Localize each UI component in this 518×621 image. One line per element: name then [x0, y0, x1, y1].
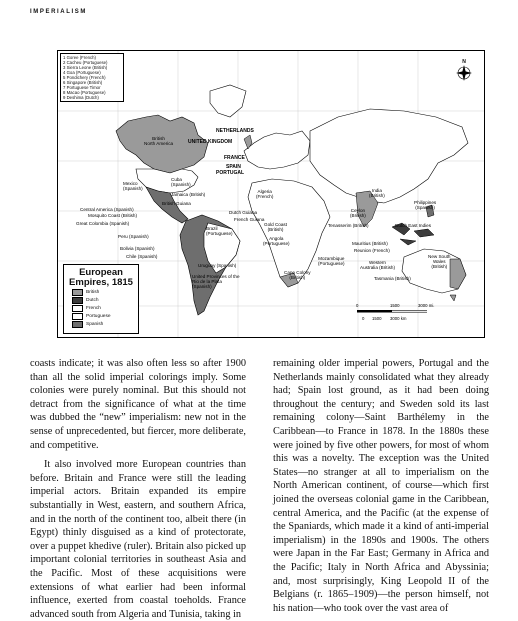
label-portugal: PORTUGAL	[216, 170, 245, 176]
label-jamaica: Jamaica (British)	[171, 192, 206, 197]
compass-letter: N	[462, 59, 466, 65]
label-rio-de-la-plata: United Provinces of the Rio de la Plata (Spanish)	[192, 274, 240, 289]
inset-key-item: 9 Deshima (Dutch)	[63, 95, 99, 100]
paragraph: It also involved more European countries than before. Britain and France were still the leading imperial actors. Britain expanded its empire substantially in West, eastern, and southern Africa, and in the north of the continent too, albeit there (in Egypt) thinly disguised as a kind of protectorate, over a puppet khedive (ruler). Britain also picked up important colonial territories in southeast Asia and the Pacific. Most of these acquisitions were extensions of what earlier had been informal influence, exerted from coastal toeholds. France advanced south from Algeria and Tunisia, taking in	[30, 459, 246, 620]
legend-item	[72, 312, 138, 320]
label-tenasserim: Tenasserim (British)	[328, 223, 369, 228]
compass-icon	[454, 57, 474, 83]
europe-shape	[244, 131, 310, 169]
asia-shape	[310, 109, 468, 203]
inset-key-item: 1 Goree (French)	[63, 55, 96, 60]
label-dutch-east-indies: Dutch East Indies	[395, 223, 432, 228]
label-gold-coast: Gold Coast (British)	[264, 222, 287, 232]
label-peru: Peru (Spanish)	[118, 234, 149, 239]
scale-bottom-1: 1500	[372, 316, 382, 321]
label-algeria: Algeria (French)	[256, 189, 274, 199]
legend-swatch	[72, 297, 83, 304]
label-reunion: Reunion (French)	[354, 248, 390, 253]
text-column-right	[273, 357, 489, 615]
legend-item	[72, 288, 138, 296]
legend-swatch	[72, 305, 83, 312]
greenland-shape	[210, 85, 246, 117]
world-map	[57, 50, 485, 338]
label-mosquito-coast: Mosquito Coast (British)	[88, 213, 138, 218]
label-bolivia: Bolivia (Spanish)	[120, 246, 155, 251]
legend-item	[72, 296, 138, 304]
label-cuba: Cuba (Spanish)	[171, 177, 191, 187]
label-india: India (British)	[369, 188, 385, 198]
label-british-guiana: British Guiana	[162, 201, 191, 206]
scale-top-0: 0	[356, 303, 359, 308]
label-french-guiana: French Guiana	[234, 217, 265, 222]
legend-item	[72, 320, 138, 328]
inset-key-item: 2 Cacheu (Portuguese)	[63, 60, 108, 65]
tasmania-shape	[450, 295, 456, 301]
scale-bar	[356, 301, 446, 325]
label-great-colombia: Great Colombia (Spanish)	[76, 221, 130, 226]
inset-key-item: 8 Macao (Portuguese)	[63, 90, 106, 95]
label-angola: Angola (Portuguese)	[263, 236, 290, 246]
label-tasmania: Tasmania (British)	[374, 276, 411, 281]
label-ceylon: Ceylon (British)	[350, 208, 366, 218]
inset-key-item: 6 Singapore (British)	[63, 80, 103, 85]
label-netherlands: NETHERLANDS	[216, 128, 254, 134]
label-western-australia: Western Australia (British)	[360, 260, 395, 270]
label-new-south-wales: New South Wales (British)	[428, 254, 451, 269]
legend-swatch	[72, 313, 83, 320]
label-chile: Chile (Spanish)	[126, 254, 158, 259]
label-uruguay: Uruguay (Spanish)	[198, 263, 237, 268]
scale-bottom-0: 0	[362, 316, 365, 321]
legend-label: Portuguese	[86, 313, 111, 319]
legend-swatch	[72, 289, 83, 296]
paragraph: coasts indicate; it was also often less so after 1900 than all the solid imperial colorings imply. Some colonies were purely nominal. But this should not detract from the significance of what at the time was dubbed the “new” imperialism: new not in the sense of unprecedented, but fiercer, more deliberate, and competitive.	[30, 358, 246, 451]
legend-label: French	[86, 305, 101, 311]
scale-top-2: 3000 mi.	[418, 303, 435, 308]
inset-key-item: 3 Sierra Leone (British)	[63, 65, 108, 70]
label-philippines: Philippines (Spanish)	[414, 200, 437, 210]
inset-key-item: 7 Portuguese Timor	[63, 85, 101, 90]
legend-label: Spanish	[86, 321, 104, 327]
legend-items	[64, 288, 138, 328]
map-legend	[63, 264, 139, 334]
label-mauritius: Mauritius (British)	[352, 241, 388, 246]
legend-label: British	[86, 289, 100, 295]
inset-key-item: 4 Goa (Portuguese)	[63, 70, 101, 75]
label-spain: SPAIN	[226, 164, 241, 170]
label-dutch-guiana: Dutch Guiana	[229, 210, 258, 215]
legend-swatch	[72, 321, 83, 328]
label-british-north-america: British North America	[144, 136, 174, 146]
label-brazil: Brazil (Portuguese)	[206, 226, 233, 236]
paragraph: remaining older imperial powers, Portugal and the Netherlands mainly consolidated what they already had; Spain lost ground, as it had been doing throughout the century; and Sweden sold its last remaining colony—Saint Barthélemy in the Caribbean—to France in 1878. In the 1880s these were joined by five other powers, for most of whom this was a novelty. The exception was the United States—no stranger at all to imperialism on the North American continent, of course—which first joined the overseas colonial game in the Caribbean, central America, and the Pacific (at the expense of the Spaniards, which made it a kind of anti-imperial imperialism) in the 1890s and 1900s. The others were Japan in the Far East; Germany in Africa and the Pacific; Italy in North Africa and Abyssinia; and, most surprisingly, King Leopold II of the Belgians (r. 1865–1909)—the person himself, not his nation—who took over the vast area of	[273, 358, 489, 614]
scale-bottom-2: 3000 km	[390, 316, 407, 321]
compass-rose	[454, 57, 474, 83]
legend-label: Dutch	[86, 297, 99, 303]
text-column-left	[30, 357, 246, 621]
inset-key	[60, 53, 124, 102]
label-france: FRANCE	[224, 155, 245, 161]
label-mozambique: Mozambique (Portuguese)	[318, 256, 345, 266]
label-cape-colony: Cape Colony (British)	[284, 270, 311, 280]
new-south-wales-shape	[450, 259, 466, 289]
label-united-kingdom: UNITED KINGDOM	[188, 139, 233, 145]
label-mexico: Mexico (Spanish)	[123, 181, 143, 191]
legend-item	[72, 304, 138, 312]
label-central-america: Central America (Spanish)	[80, 207, 134, 212]
legend-title: European Empires, 1815	[69, 267, 133, 288]
scale-top-1: 1500	[390, 303, 400, 308]
inset-key-item: 5 Pondichery (French)	[63, 75, 106, 80]
running-head: IMPERIALISM	[30, 9, 87, 15]
